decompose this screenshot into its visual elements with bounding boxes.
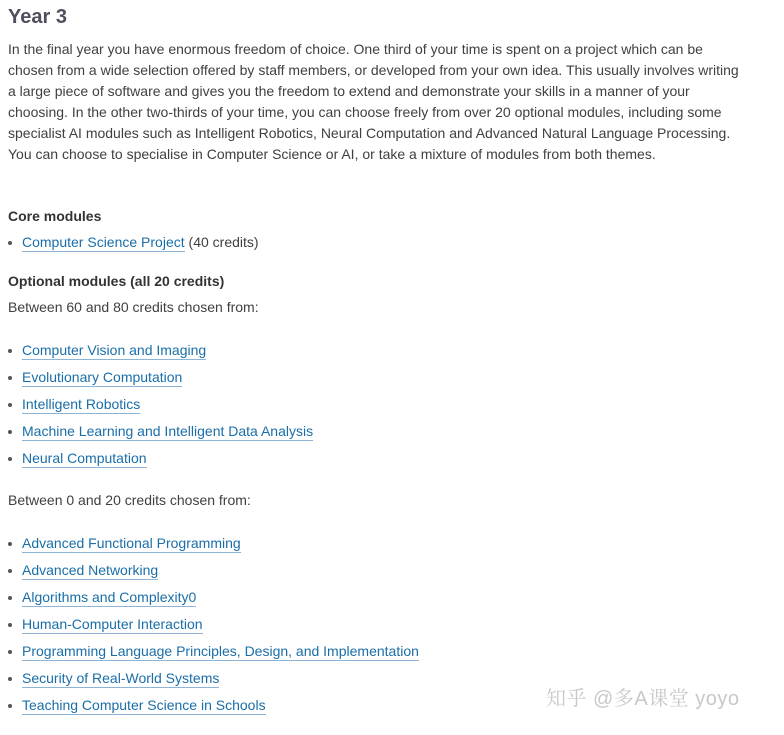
module-link[interactable]: Human-Computer Interaction bbox=[22, 616, 203, 632]
list-item bbox=[0, 587, 419, 614]
module-link-computer-science-project[interactable]: Computer Science Project bbox=[22, 234, 185, 250]
list-item bbox=[0, 695, 419, 722]
credits-note: (40 credits) bbox=[184, 234, 259, 250]
bullet-icon bbox=[8, 704, 12, 708]
bullet-icon bbox=[8, 376, 12, 380]
bullet-icon bbox=[8, 650, 12, 654]
list-item bbox=[0, 614, 419, 641]
bullet-icon bbox=[8, 623, 12, 627]
optional-group1-list bbox=[0, 340, 313, 475]
bullet-icon bbox=[8, 349, 12, 353]
module-link[interactable]: Advanced Networking bbox=[22, 562, 159, 578]
list-item bbox=[0, 421, 313, 448]
module-link[interactable]: Machine Learning and Intelligent Data Analysis bbox=[22, 423, 314, 439]
group1-intro: Between 60 and 80 credits chosen from: bbox=[8, 299, 259, 315]
list-item bbox=[0, 232, 259, 259]
module-link[interactable]: Security of Real-World Systems bbox=[22, 670, 220, 686]
list-item bbox=[0, 668, 419, 695]
bullet-icon bbox=[8, 430, 12, 434]
module-link[interactable]: Programming Language Principles, Design, and Implementation bbox=[22, 643, 419, 659]
list-item bbox=[0, 448, 313, 475]
core-modules-list bbox=[0, 232, 259, 259]
bullet-icon bbox=[8, 569, 12, 573]
list-item bbox=[0, 533, 419, 560]
bullet-icon bbox=[8, 542, 12, 546]
page-title: Year 3 bbox=[8, 6, 67, 28]
module-link[interactable]: Evolutionary Computation bbox=[22, 369, 183, 385]
optional-modules-heading: Optional modules (all 20 credits) bbox=[8, 273, 225, 289]
list-item bbox=[0, 367, 313, 394]
module-link[interactable]: Advanced Functional Programming bbox=[22, 535, 241, 551]
bullet-icon bbox=[8, 457, 12, 461]
module-link[interactable]: Teaching Computer Science in Schools bbox=[22, 697, 266, 713]
bullet-icon bbox=[8, 241, 12, 245]
core-modules-heading: Core modules bbox=[8, 208, 102, 224]
bullet-icon bbox=[8, 403, 12, 407]
list-item bbox=[0, 340, 313, 367]
watermark: 知乎 @多A课堂 yoyo bbox=[546, 688, 740, 710]
module-link[interactable]: Computer Vision and Imaging bbox=[22, 342, 207, 358]
list-item bbox=[0, 641, 419, 668]
list-item bbox=[0, 394, 313, 421]
module-link[interactable]: Neural Computation bbox=[22, 450, 147, 466]
group2-intro: Between 0 and 20 credits chosen from: bbox=[8, 492, 251, 508]
module-link[interactable]: Algorithms and Complexity0 bbox=[22, 589, 197, 605]
intro-paragraph: In the final year you have enormous freedom of choice. One third of your time is spent on a project which can be chosen from a wide selection offered by staff members, or developed from your own idea. This usually involves writing a large piece of software and gives you the freedom to extend and demonstrate your skills in a manner of your choosing. In the other two-thirds of your time, you can choose freely from over 20 optional modules, including some specialist AI modules such as Intelligent Robotics, Neural Computation and Advanced Natural Language Processing. You can choose to specialise in Computer Science or AI, or take a mixture of modules from both themes. bbox=[8, 41, 739, 162]
bullet-icon bbox=[8, 596, 12, 600]
bullet-icon bbox=[8, 677, 12, 681]
optional-group2-list bbox=[0, 533, 419, 722]
list-item bbox=[0, 560, 419, 587]
module-link[interactable]: Intelligent Robotics bbox=[22, 396, 141, 412]
